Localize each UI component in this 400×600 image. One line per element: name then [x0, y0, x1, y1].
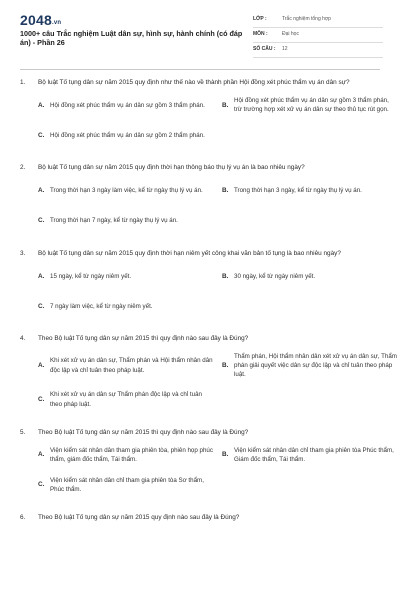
question-stem — [20, 428, 384, 437]
option-text: Viện kiểm sát nhân dân tham gia phiên tòa, phiên họp phúc thẩm, giám đốc thẩm, Tái thẩm. — [50, 446, 213, 463]
meta-key: MÔN : — [253, 31, 268, 37]
option-letter: C. — [38, 396, 45, 404]
question-text: Theo Bộ luật Tố tụng dân sự năm 2015 thì quy định nào sau đây là Đúng? — [38, 428, 249, 436]
option-text: Viện kiểm sát nhân dân chỉ tham gia phiên tòa Phúc thẩm, Giám đốc thẩm, Tái thẩm. — [234, 446, 394, 463]
question-item — [0, 78, 400, 145]
option-text: Khi xét xử vụ án dân sự, Thẩm phán và Hội thẩm nhân dân độc lập và chỉ tuân theo pháp luật. — [50, 357, 213, 374]
question-number: 5. — [20, 428, 26, 436]
meta-value: 12 — [282, 46, 288, 52]
option-text: Trong thời hạn 3 ngày, kể từ ngày thụ lý vụ án. — [234, 187, 362, 195]
option-a[interactable] — [38, 95, 214, 115]
option-grid — [20, 445, 394, 495]
question-stem — [20, 513, 384, 522]
question-item — [0, 334, 400, 409]
meta-row-count — [253, 43, 383, 58]
option-a[interactable] — [38, 445, 214, 465]
option-letter: A. — [38, 451, 45, 459]
question-list — [0, 78, 400, 540]
question-item — [0, 428, 400, 495]
option-a[interactable] — [38, 181, 214, 201]
question-stem — [20, 163, 384, 172]
question-text: Bộ luật Tố tụng dân sự năm 2015 quy định thời hạn niêm yết công khai văn bản tố tụng là bao nhiêu ngày? — [38, 249, 341, 257]
option-letter: C. — [38, 481, 45, 489]
option-c[interactable] — [38, 211, 214, 231]
option-text: Hội đồng xét phúc thẩm vụ án dân sự gồm 3 thẩm phán, trừ trường hợp xét xử vụ án dân sự theo thủ tục rút gọn. — [234, 97, 389, 114]
page-title: 1000+ câu Trắc nghiệm Luật dân sự, hình sự, hành chính (có đáp án) - Phần 26 — [20, 29, 243, 47]
question-item — [0, 513, 400, 522]
option-grid — [20, 352, 397, 410]
question-text: Theo Bộ luật Tố tụng dân sự năm 2015 thì quy định nào sau đây là Đúng? — [38, 335, 249, 343]
option-letter: A. — [38, 187, 45, 195]
meta-row-class — [253, 13, 383, 28]
option-letter: B. — [222, 451, 229, 459]
header-divider — [20, 69, 380, 70]
option-text: Viện kiểm sát nhân dân chỉ tham gia phiên tòa Sơ thẩm, Phúc thẩm. — [50, 476, 204, 493]
option-letter: B. — [222, 187, 229, 195]
option-c[interactable] — [38, 390, 214, 410]
option-grid — [20, 181, 384, 231]
site-logo[interactable] — [20, 12, 61, 28]
option-text: Hội đồng xét phúc thẩm vụ án dân sự gồm 2 thẩm phán. — [50, 131, 205, 139]
option-letter: B. — [222, 101, 229, 109]
option-b[interactable] — [222, 266, 398, 286]
option-text: Hội đồng xét phúc thẩm vụ án dân sự gồm 3 thẩm phán. — [50, 101, 205, 109]
question-text: Theo Bộ luật Tố tụng dân sự năm 2015 quy định nào sau đây là Đúng? — [38, 513, 240, 521]
option-text: 7 ngày làm việc, kể từ ngày niêm yết. — [50, 302, 153, 310]
meta-value: Trắc nghiệm tổng hợp — [282, 16, 331, 22]
option-c[interactable] — [38, 296, 214, 316]
question-number: 2. — [20, 164, 26, 172]
option-grid — [20, 266, 384, 316]
question-text: Bộ luật Tố tụng dân sự năm 2015 quy định như thế nào về thành phần Hội đồng xét phúc thẩm vụ án dân sự? — [38, 79, 350, 86]
option-letter: B. — [222, 362, 229, 370]
logo-text: 2048 — [20, 12, 52, 28]
option-text: 30 ngày, kể từ ngày niêm yết. — [234, 272, 316, 280]
option-text: Khi xét xử vụ án dân sự Thẩm phán độc lập và chỉ tuân theo pháp luật. — [50, 391, 202, 408]
question-number: 6. — [20, 513, 26, 521]
meta-table — [253, 13, 383, 58]
meta-key: SỐ CÂU : — [253, 46, 276, 52]
option-letter: C. — [38, 217, 45, 225]
option-text: Thẩm phán, Hội thẩm nhân dân xét xử vụ án dân sự, Thẩm phán giải quyết việc dân sự độc lập và chỉ tuân theo pháp luật. — [234, 352, 397, 379]
option-b[interactable] — [222, 352, 398, 380]
question-number: 3. — [20, 249, 26, 257]
meta-key: LỚP : — [253, 16, 267, 22]
page-header — [0, 0, 400, 62]
option-text: 15 ngày, kể từ ngày niêm yết. — [50, 272, 132, 280]
option-grid — [20, 95, 389, 145]
question-number: 1. — [20, 79, 26, 86]
option-letter: A. — [38, 101, 45, 109]
option-b[interactable] — [222, 445, 398, 465]
option-text: Trong thời hạn 3 ngày làm việc, kể từ ngày thụ lý vụ án. — [50, 187, 203, 195]
option-letter: A. — [38, 362, 45, 370]
option-a[interactable] — [38, 352, 214, 380]
question-item — [0, 249, 400, 316]
option-letter: C. — [38, 302, 45, 310]
question-stem — [20, 78, 384, 87]
question-stem — [20, 249, 384, 258]
meta-row-subject — [253, 28, 383, 43]
option-c[interactable] — [38, 475, 214, 495]
question-text: Bộ luật Tố tụng dân sự năm 2015 quy định thời hạn thông báo thụ lý vụ án là bao nhiêu ngày? — [38, 164, 305, 172]
option-letter: B. — [222, 272, 229, 280]
option-b[interactable] — [222, 95, 398, 115]
option-letter: A. — [38, 272, 45, 280]
option-a[interactable] — [38, 266, 214, 286]
option-b[interactable] — [222, 181, 398, 201]
question-number: 4. — [20, 335, 26, 343]
option-letter: C. — [38, 131, 45, 139]
meta-value: Đại học — [282, 31, 299, 37]
question-stem — [20, 334, 384, 343]
option-c[interactable] — [38, 125, 214, 145]
logo-suffix: .vn — [51, 20, 62, 26]
option-text: Trong thời hạn 7 ngày, kể từ ngày thụ lý vụ án. — [50, 217, 178, 225]
question-item — [0, 163, 400, 230]
